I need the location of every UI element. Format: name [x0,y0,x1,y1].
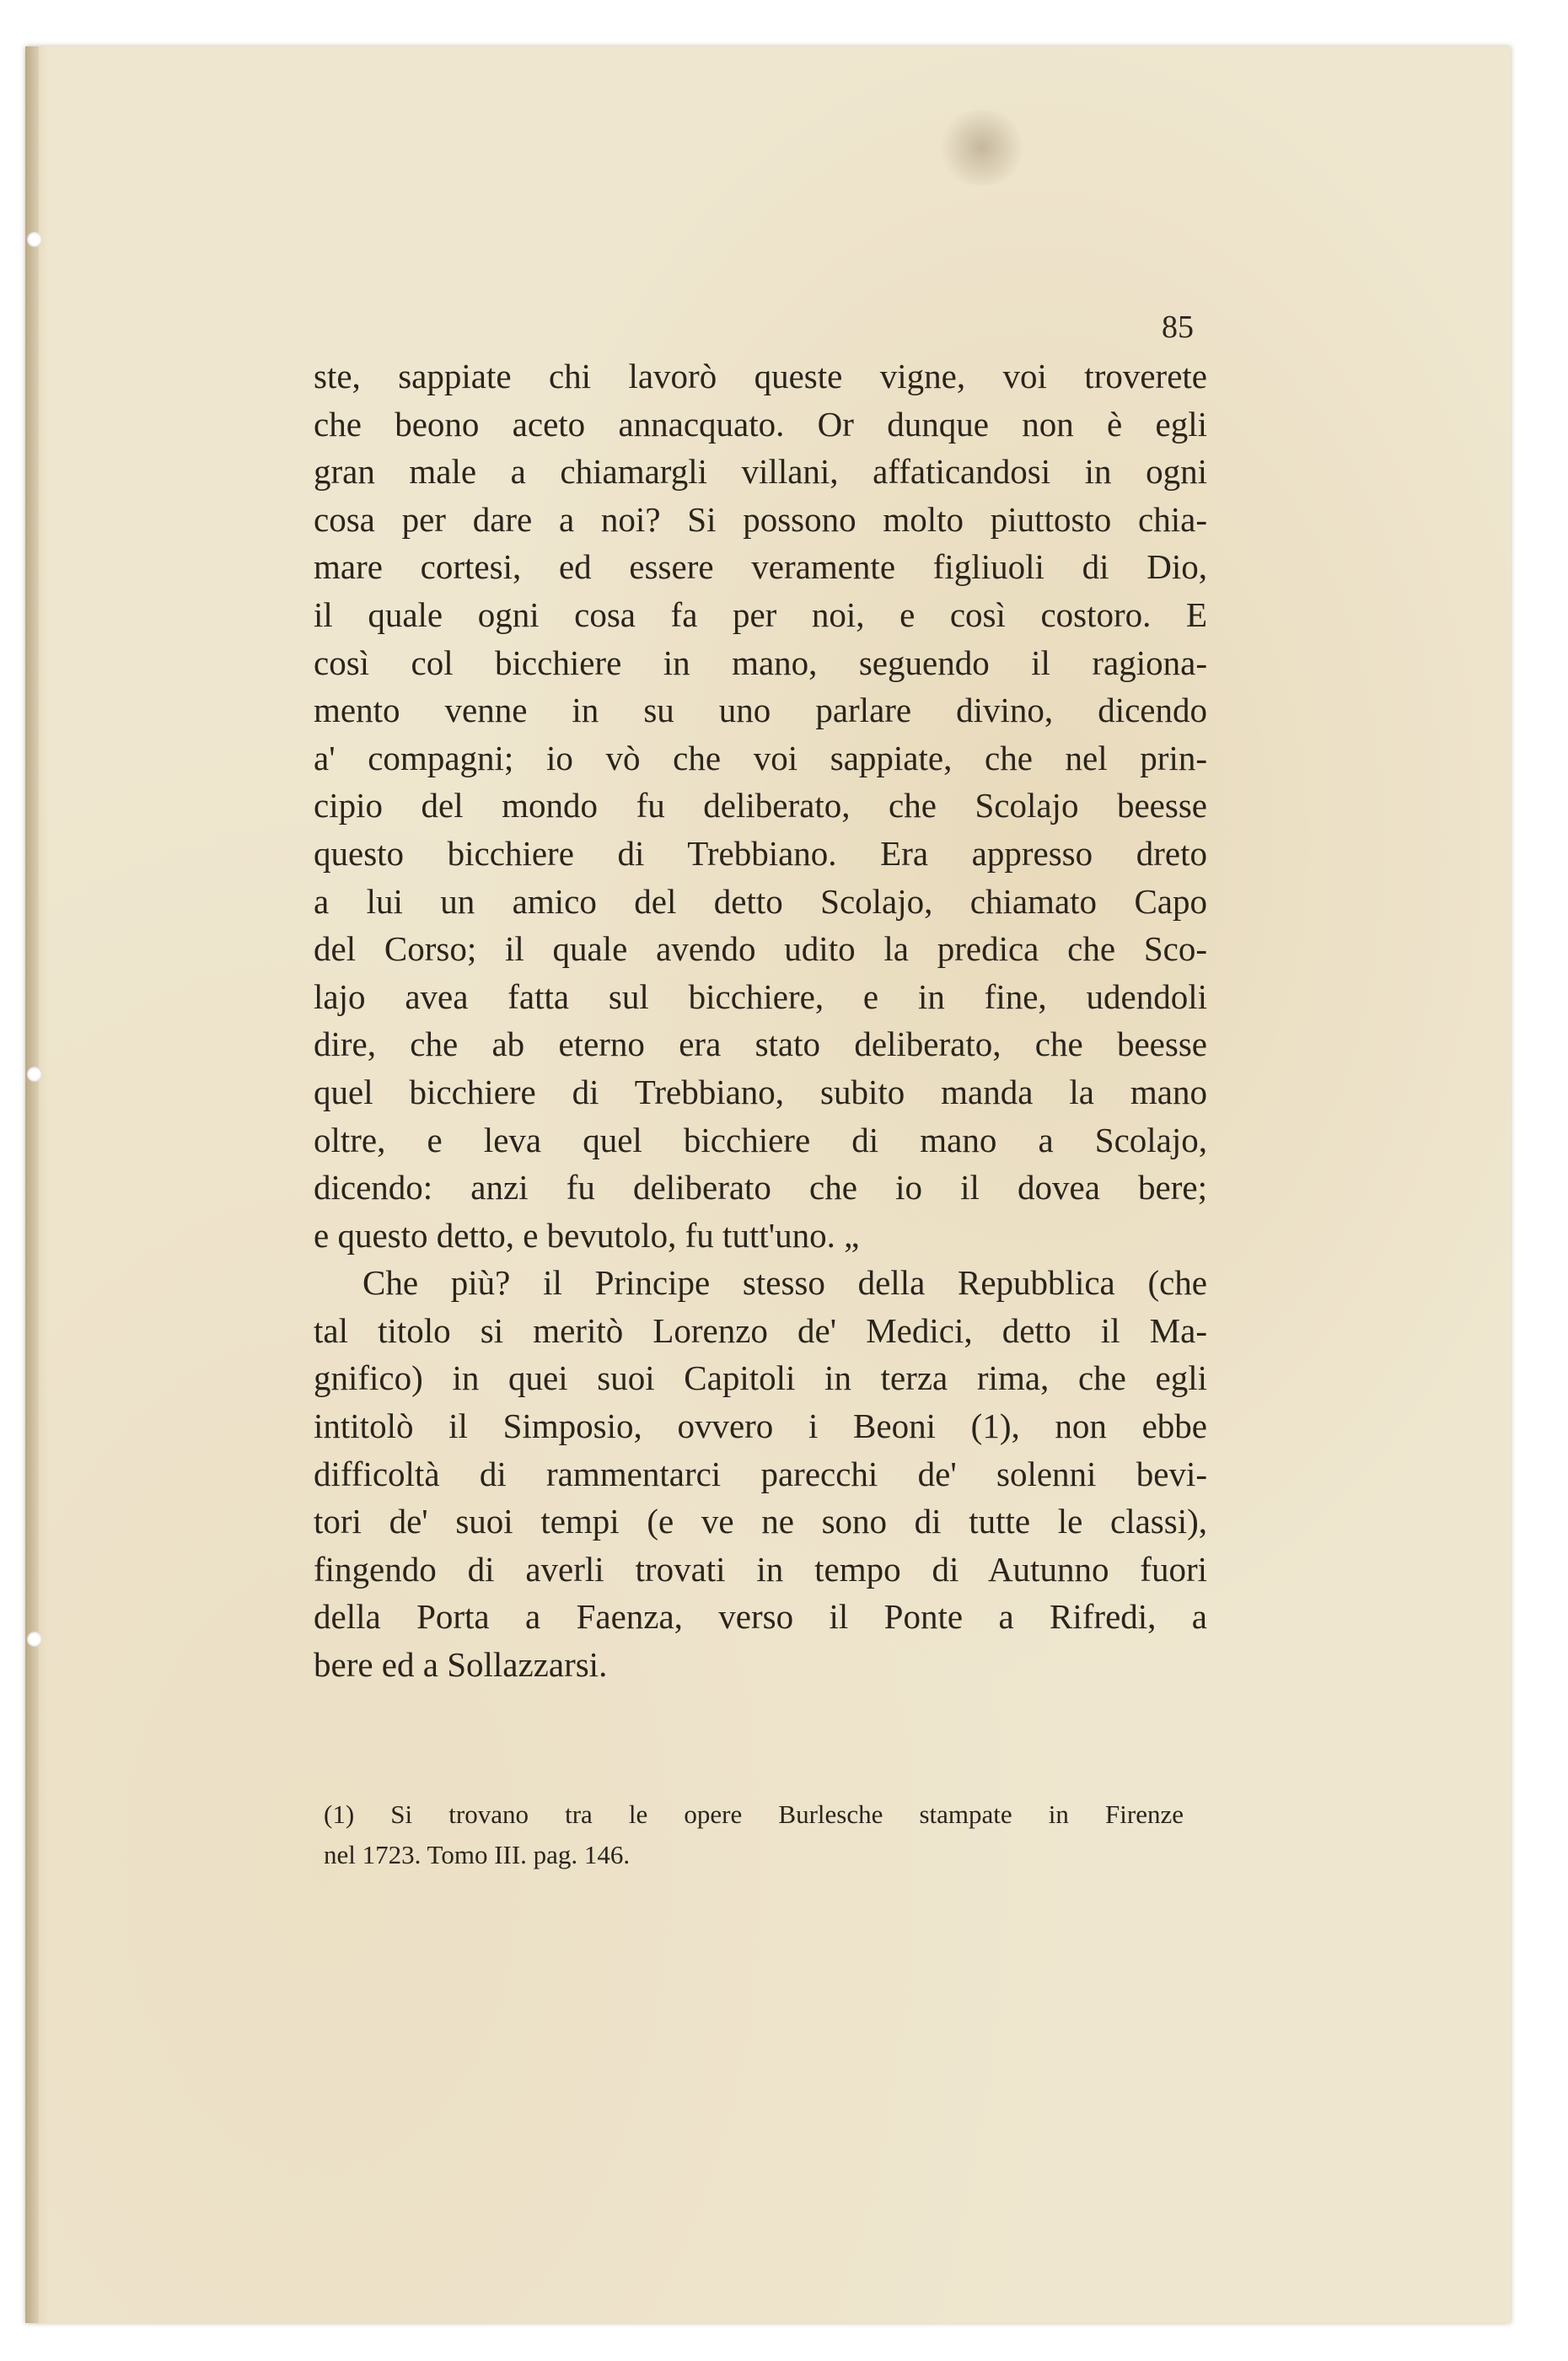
body-text [314,352,1207,1689]
text-line: che beono aceto annacquato. Or dunque non è egli [314,404,1207,444]
text-line: bere ed a Sollazzarsi. [314,1645,608,1685]
text-line: gnifico) in quei suoi Capitoli in terza rima, che egli [314,1358,1207,1398]
text-line: cosa per dare a noi? Si possono molto piuttosto chia- [314,499,1207,539]
text-line: cipio del mondo fu deliberato, che Scolajo beesse [314,786,1207,826]
text-line: lajo avea fatta sul bicchiere, e in fine, udendoli [314,976,1207,1016]
binding-hole [27,232,42,247]
text-line: quel bicchiere di Trebbiano, subito manda la mano [314,1072,1207,1111]
text-line: a' compagni; io vò che voi sappiate, che nel prin- [314,738,1207,777]
paper-stain [936,110,1028,186]
text-line: difficoltà di rammentarci parecchi de' solenni bevi- [314,1454,1207,1493]
footnote [324,1794,1184,1875]
text-line: a lui un amico del detto Scolajo, chiamato Capo [314,881,1207,921]
text-line: ste, sappiate chi lavorò queste vigne, voi troverete [314,357,1207,395]
text-line: il quale ogni cosa fa per noi, e così costoro. E [314,594,1207,634]
text-line: intitolò il Simposio, ovvero i Beoni (1), non ebbe [314,1406,1207,1446]
text-line: fingendo di averli trovati in tempo di Autunno fuori [314,1549,1207,1589]
text-line: mento venne in su uno parlare divino, dicendo [314,691,1207,730]
text-line: tori de' suoi tempi (e ve ne sono di tutte le classi), [314,1502,1207,1541]
text-line: tal titolo si meritò Lorenzo de' Medici, detto il Ma- [314,1310,1207,1350]
text-line: dicendo: anzi fu deliberato che io il dovea bere; [314,1168,1207,1207]
page-binding-edge [25,46,39,2323]
text-line: e questo detto, e bevutolo, fu tutt'uno. „ [314,1215,860,1255]
text-line: questo bicchiere di Trebbiano. Era appresso dreto [314,833,1207,873]
binding-hole [27,1632,42,1647]
text-line: Che più? il Principe stesso della Repubblica (che [362,1263,1207,1303]
text-line: oltre, e leva quel bicchiere di mano a Scolajo, [314,1120,1207,1159]
binding-hole [27,1067,42,1082]
text-line: della Porta a Faenza, verso il Ponte a Rifredi, a [314,1597,1207,1637]
text-line: del Corso; il quale avendo udito la predica che Sco- [314,929,1207,969]
text-line: mare cortesi, ed essere veramente figliuoli di Dio, [314,547,1207,587]
footnote-line: nel 1723. Tomo III. pag. 146. [324,1840,631,1869]
footnote-line: (1) Si trovano tra le opere Burlesche stampate in Firenze [324,1799,1184,1829]
page-number: 85 [1162,309,1194,345]
text-line: gran male a chiamargli villani, affaticandosi in ogni [314,452,1207,492]
text-line: così col bicchiere in mano, seguendo il ragiona- [314,643,1207,682]
text-line: dire, che ab eterno era stato deliberato, che beesse [314,1025,1207,1064]
